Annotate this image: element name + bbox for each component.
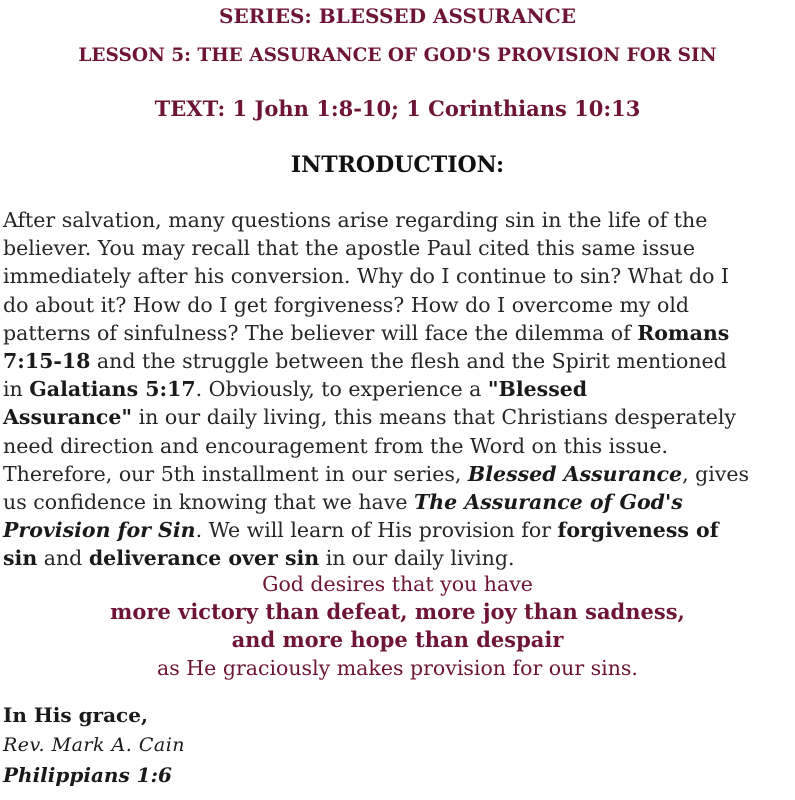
paragraph-line	[3, 544, 793, 572]
signoff-verse: Philippians 1:6	[3, 763, 172, 787]
text-run: , gives	[682, 461, 750, 486]
paragraph-line	[3, 403, 793, 431]
paragraph-line: believer. You may recall that the apostle Paul cited this same issue	[3, 236, 695, 261]
lesson-name-emphasis-end: Provision for Sin	[3, 518, 196, 543]
paragraph-line	[3, 347, 793, 375]
text-run: . We will learn of His provision for	[195, 518, 558, 543]
text-run: and the struggle between the flesh and the Spirit mentioned	[90, 349, 727, 374]
scripture-ref-galatians: Galatians 5:17	[29, 377, 196, 402]
paragraph-line	[3, 460, 793, 488]
greeting: In His grace,	[3, 703, 148, 727]
lesson-title: LESSON 5: THE ASSURANCE OF GOD'S PROVISION FOR SIN	[78, 45, 717, 66]
text-run: us confidence in knowing that we have	[3, 490, 414, 515]
scripture-ref-romans-verses: 7:15-18	[3, 349, 91, 374]
paragraph-line: do about it? How do I get forgiveness? How do I overcome my old	[3, 292, 690, 317]
paragraph-line	[3, 375, 793, 403]
scripture-text-reference: TEXT: 1 John 1:8-10; 1 Corinthians 10:13	[154, 96, 641, 121]
paragraph-line: immediately after his conversion. Why do I continue to sin? What do I	[3, 264, 730, 289]
lesson-name-emphasis: The Assurance of God's	[413, 490, 683, 515]
forgiveness-emphasis: forgiveness of	[557, 518, 719, 543]
closing-message	[0, 570, 795, 682]
paragraph-line	[3, 488, 793, 516]
signoff	[3, 700, 185, 790]
text-run: in	[3, 377, 30, 402]
closing-line: as He graciously makes provision for our sins.	[157, 656, 638, 680]
deliverance-emphasis: deliverance over sin	[88, 546, 320, 571]
series-title: SERIES: BLESSED ASSURANCE	[219, 4, 576, 28]
text-run: in our daily living, this means that Christians desperately	[132, 405, 736, 430]
forgiveness-emphasis-end: sin	[3, 546, 38, 571]
scripture-ref-romans: Romans	[637, 320, 730, 345]
text-run: patterns of sinfulness? The believer will face the dilemma of	[3, 320, 638, 345]
closing-line: God desires that you have	[262, 572, 533, 596]
paragraph-line: need direction and encouragement from the Word on this issue.	[3, 433, 669, 458]
series-name-emphasis: Blessed Assurance	[467, 461, 683, 486]
introduction-paragraph	[3, 206, 793, 573]
text-run: in our daily living.	[319, 546, 515, 571]
introduction-heading: INTRODUCTION:	[290, 152, 505, 178]
text-run: Therefore, our 5th installment in our series,	[3, 461, 468, 486]
blessed-assurance-quote: "Blessed	[487, 377, 588, 402]
text-run: . Obviously, to experience a	[195, 377, 488, 402]
paragraph-line	[3, 516, 793, 544]
closing-emphasis-line: and more hope than despair	[231, 627, 564, 652]
signature: Rev. Mark A. Cain	[3, 734, 186, 756]
text-run: and	[37, 546, 89, 571]
paragraph-line	[3, 319, 793, 347]
closing-emphasis-line: more victory than defeat, more joy than sadness,	[110, 599, 685, 624]
blessed-assurance-quote-end: Assurance"	[3, 405, 133, 430]
paragraph-line: After salvation, many questions arise regarding sin in the life of the	[3, 208, 708, 232]
